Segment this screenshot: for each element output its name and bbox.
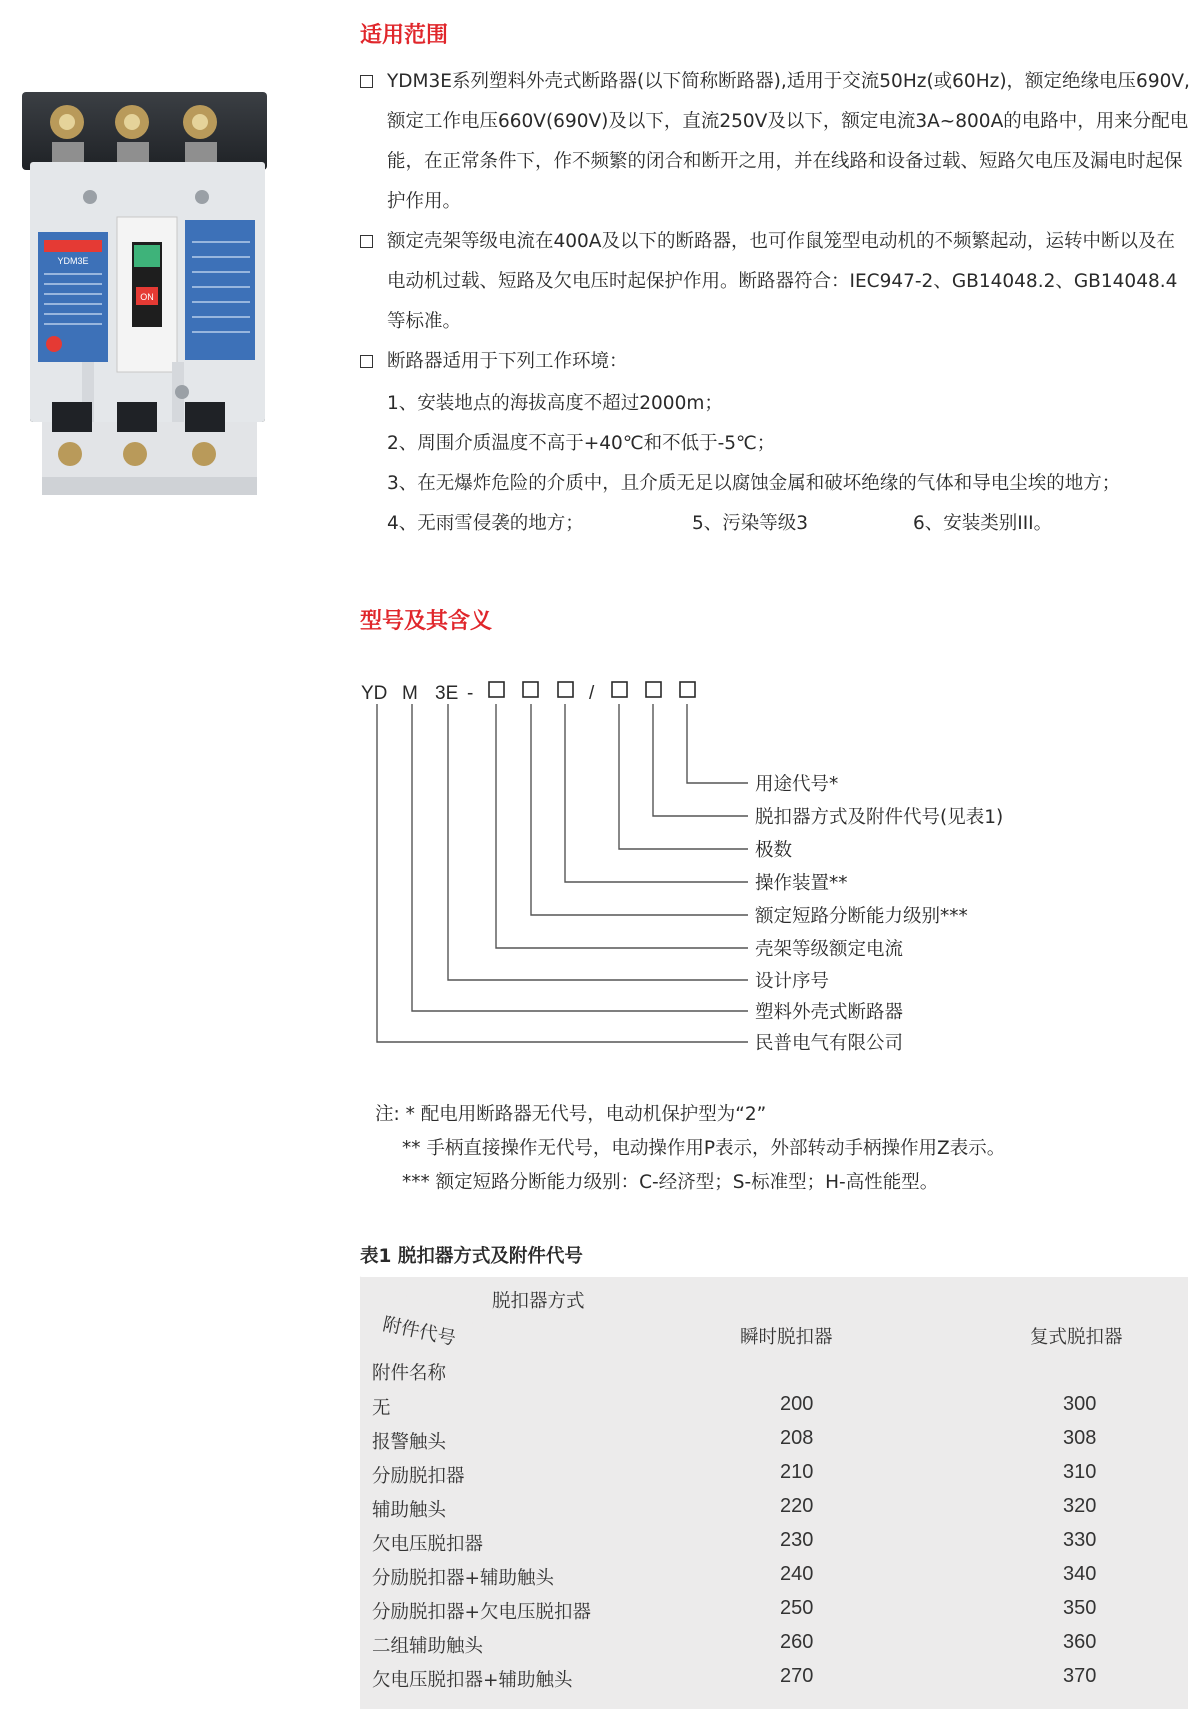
row-compound-code: 310	[1063, 1461, 1097, 1483]
row-compound-code: 320	[1063, 1495, 1097, 1517]
paragraph-text: YDM3E系列塑料外壳式断路器(以下简称断路器),适用于交流50Hz(或60Hz)，额定绝缘电压690V,额定工作电压660V(690V)及以下，直流250V及以下，额定电流3A~800A的电路中，用来分配电能，在正常条件下，作不频繁的闭合和断开之用，并在线路和设备过载、短路欠电压及漏电时起保护作用。	[387, 71, 1190, 212]
condition-6: 6、安装类别III。	[913, 513, 1053, 534]
column-header-instant: 瞬时脱扣器	[740, 1327, 833, 1348]
code-box-3	[558, 682, 573, 697]
row-accessory-name: 无	[372, 1398, 391, 1419]
product-brand-label: YDM3E	[57, 256, 89, 266]
row-instant-code: 260	[780, 1631, 814, 1653]
condition-5: 5、污染等级3	[692, 513, 809, 534]
row-compound-code: 350	[1063, 1597, 1097, 1619]
label-mccb: 塑料外壳式断路器	[755, 1002, 904, 1023]
row-instant-code: 220	[780, 1495, 814, 1517]
product-switch-label: ON	[140, 292, 154, 302]
row-accessory-name: 欠电压脱扣器+辅助触头	[372, 1670, 573, 1691]
row-accessory-name: 欠电压脱扣器	[372, 1534, 484, 1555]
row-accessory-name: 分励脱扣器+辅助触头	[372, 1568, 555, 1589]
note-1: 注: * 配电用断路器无代号，电动机保护型为“2”	[375, 1104, 767, 1125]
row-accessory-name: 分励脱扣器+欠电压脱扣器	[372, 1602, 592, 1623]
label-frame-current: 壳架等级额定电流	[755, 939, 904, 960]
row-compound-code: 330	[1063, 1529, 1097, 1551]
section-title-model: 型号及其含义	[360, 609, 493, 634]
row-instant-code: 270	[780, 1665, 814, 1687]
code-3e: 3E	[435, 683, 459, 704]
label-release-code: 脱扣器方式及附件代号(见表1)	[755, 807, 1004, 828]
code-box-6	[680, 682, 695, 697]
code-yd: YD	[361, 683, 388, 704]
leader-line-1	[687, 704, 748, 783]
release-code-table	[360, 1277, 1188, 1709]
condition-1: 1、安装地点的海拔高度不超过2000m；	[387, 393, 723, 414]
label-breaking-capacity: 额定短路分断能力级别***	[755, 906, 968, 927]
header-accessory-code: 附件代号	[380, 1313, 458, 1350]
condition-4: 4、无雨雪侵袭的地方；	[387, 513, 584, 534]
checkbox-bullet-icon	[360, 235, 373, 248]
leader-line-2	[653, 704, 748, 816]
label-usage-code: 用途代号*	[755, 774, 839, 795]
label-operating-device: 操作装置**	[755, 873, 848, 894]
label-company: 民普电气有限公司	[755, 1033, 904, 1054]
code-box-5	[646, 682, 661, 697]
leader-line-4	[565, 704, 748, 882]
row-compound-code: 300	[1063, 1393, 1097, 1415]
leader-line-5	[531, 704, 748, 915]
paragraph-scope-2	[360, 222, 1190, 342]
code-box-2	[523, 682, 538, 697]
leader-line-7	[448, 704, 748, 980]
section-title-scope: 适用范围	[360, 23, 449, 48]
code-box-4	[612, 682, 627, 697]
row-compound-code: 340	[1063, 1563, 1097, 1585]
row-instant-code: 208	[780, 1427, 814, 1449]
leader-line-3	[619, 704, 748, 849]
label-poles: 极数	[755, 840, 793, 861]
row-compound-code: 360	[1063, 1631, 1097, 1653]
checkbox-bullet-icon	[360, 75, 373, 88]
header-accessory-name: 附件名称	[372, 1363, 447, 1384]
circuit-breaker-image	[22, 92, 292, 497]
row-accessory-name: 报警触头	[372, 1432, 447, 1453]
code-dash: -	[467, 683, 474, 704]
row-accessory-name: 辅助触头	[372, 1500, 447, 1521]
row-accessory-name: 分励脱扣器	[372, 1466, 465, 1487]
column-header-compound: 复式脱扣器	[1030, 1327, 1123, 1348]
condition-2: 2、周围介质温度不高于+40℃和不低于-5℃；	[387, 433, 776, 454]
row-instant-code: 200	[780, 1393, 814, 1415]
paragraph-text: 断路器适用于下列工作环境：	[387, 351, 628, 372]
header-release-mode: 脱扣器方式	[492, 1291, 585, 1312]
row-instant-code: 250	[780, 1597, 814, 1619]
paragraph-text: 额定壳架等级电流在400A及以下的断路器，也可作鼠笼型电动机的不频繁起动，运转中断以及在电动机过载、短路及欠电压时起保护作用。断路器符合：IEC947-2、GB14048.2、GB14048.4等标准。	[387, 231, 1178, 332]
code-box-1	[489, 682, 504, 697]
leader-line-9	[377, 704, 748, 1042]
note-2: ** 手柄直接操作无代号，电动操作用P表示，外部转动手柄操作用Z表示。	[402, 1138, 1006, 1159]
leader-line-8	[412, 704, 748, 1011]
row-instant-code: 230	[780, 1529, 814, 1551]
row-compound-code: 370	[1063, 1665, 1097, 1687]
condition-3: 3、在无爆炸危险的介质中，且介质无足以腐蚀金属和破坏绝缘的气体和导电尘埃的地方；	[387, 473, 1121, 494]
row-instant-code: 210	[780, 1461, 814, 1483]
code-slash: /	[589, 683, 595, 704]
leader-line-6	[496, 704, 748, 948]
paragraph-scope-3	[360, 342, 1190, 382]
row-accessory-name: 二组辅助触头	[372, 1636, 484, 1657]
paragraph-scope-1	[360, 62, 1190, 222]
model-code-diagram	[355, 666, 1004, 1066]
checkbox-bullet-icon	[360, 355, 373, 368]
note-3: *** 额定短路分断能力级别：C-经济型；S-标准型；H-高性能型。	[402, 1172, 939, 1193]
code-m: M	[402, 683, 418, 704]
row-compound-code: 308	[1063, 1427, 1097, 1449]
label-design-number: 设计序号	[755, 971, 830, 992]
row-instant-code: 240	[780, 1563, 814, 1585]
table-caption: 表1 脱扣器方式及附件代号	[360, 1246, 583, 1267]
